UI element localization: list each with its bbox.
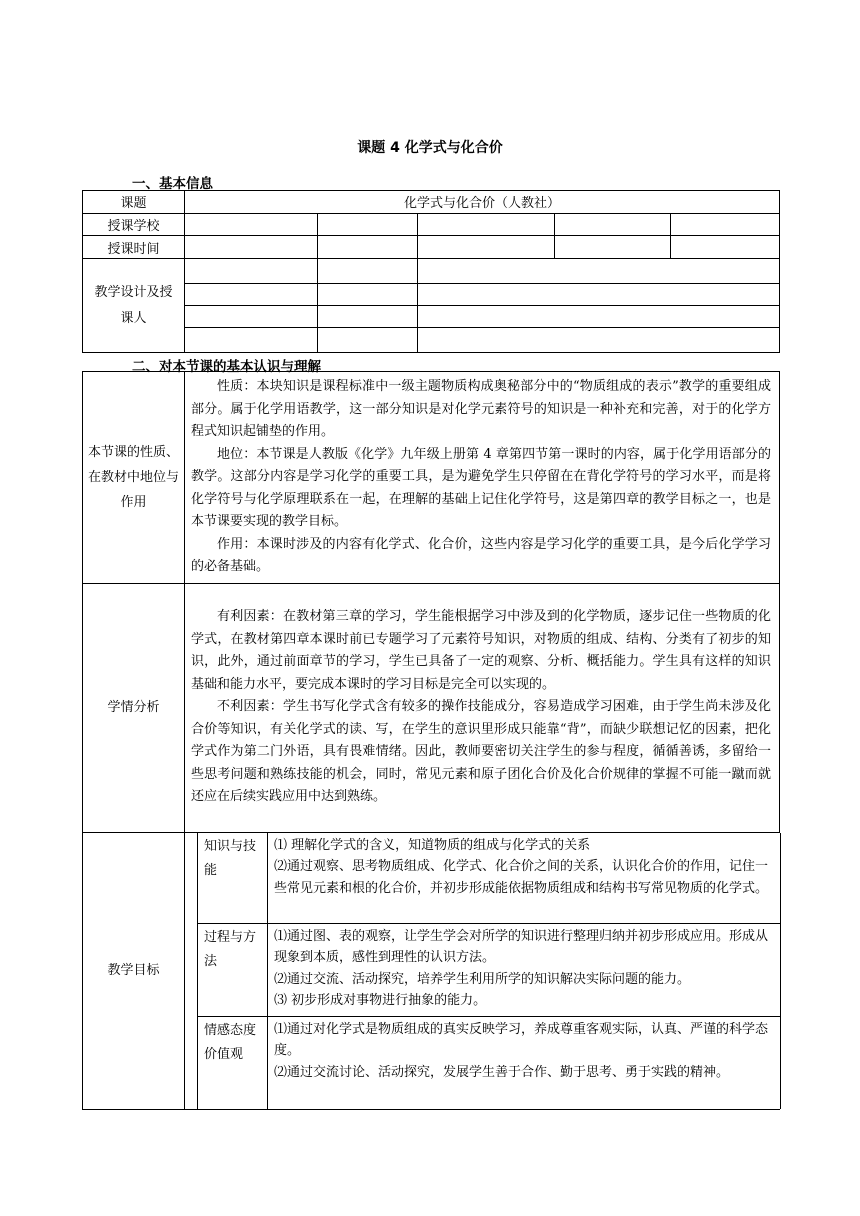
time-label: 授课时间 <box>83 236 185 259</box>
time-cell[interactable] <box>418 236 555 259</box>
topic-value: 化学式与化合价（人教社） <box>185 191 780 214</box>
nature-content <box>185 372 780 584</box>
time-cell[interactable] <box>318 236 418 259</box>
unfavorable-paragraph: 不利因素：学生书写化学式含有较多的操作技能成分，容易造成学习困难，由于学生尚未涉及化合价等知识，有关化学式的读、写，在学生的意识里形成只能靠“背”，而缺少联想记忆的因素，把化学式作为第二门外语，具有畏难情绪。因此，教师要密切关注学生的参与程度，循循善诱，多留给一些思考问题和熟练技能的机会，同时，常见元素和原子团化合价及化合价规律的掌握不可能一蹴而就还应在后续实践应用中达到熟练。 <box>191 699 771 805</box>
goal-text-knowledge <box>268 833 781 924</box>
school-cell[interactable] <box>555 213 671 236</box>
section-heading-understanding: 二、对本节课的基本认识与理解 <box>132 359 321 375</box>
goal-label-process: 过程与方法 <box>198 923 268 1016</box>
goal-item: ⑴ 理解化学式的含义，知道物质的组成与化学式的关系 <box>274 837 591 853</box>
time-cell[interactable] <box>185 236 318 259</box>
goal-item: ⑴通过对化学式是物质组成的真实反映学习，养成尊重客观实际，认真、严谨的科学态度。 <box>274 1021 769 1058</box>
analysis-label: 学情分析 <box>83 583 185 832</box>
goal-text-process <box>268 923 781 1016</box>
school-cell[interactable] <box>318 213 418 236</box>
basic-info-table <box>82 190 780 353</box>
designer-cell[interactable] <box>418 259 780 353</box>
topic-label: 课题 <box>83 191 185 214</box>
goal-item: ⑵通过交流讨论、活动探究，发展学生善于合作、勤于思考、勇于实践的精神。 <box>274 1064 730 1080</box>
position-paragraph: 地位：本节课是人教版《化学》九年级上册第 4 章第四节第一课时的内容，属于化学用语部分的教学。这部分内容是学习化学的重要工具，是为避免学生只停留在在背化学符号的学习水平，而是将化学符号与化学原理联系在一起，在理解的基础上记住化学符号，这是第四章的教学目标之一，也是本节课要实现的教学目标。 <box>191 446 771 529</box>
goal-item: ⑴通过图、表的观察，让学生学会对所学的知识进行整理归纳并初步形成应用。形成从现象到本质，感性到理性的认识方法。 <box>274 928 769 965</box>
designer-label: 教学设计及授课人 <box>83 259 185 353</box>
role-paragraph: 作用：本课时涉及的内容有化学式、化合价，这些内容是学习化学的重要工具，是今后化学学习的必备基础。 <box>191 536 771 574</box>
goal-text-emotion <box>268 1016 781 1109</box>
understanding-table <box>82 371 780 1110</box>
goal-item: ⑶ 初步形成对事物进行抽象的能力。 <box>274 993 487 1008</box>
nature-label: 本节课的性质、在教材中地位与作用 <box>83 372 185 584</box>
goals-table <box>197 833 781 1109</box>
time-cell[interactable] <box>671 236 780 259</box>
designer-cell[interactable] <box>318 259 418 353</box>
favorable-paragraph: 有利因素：在教材第三章的学习，学生能根据学习中涉及到的化学物质，逐步记住一些物质的化学式，在教材第四章本课时前已专题学习了元素符号知识，对物质的组成、结构、分类有了初步的知识，此外，通过前面章节的学习，学生已具备了一定的观察、分析、概括能力。学生具有这样的知识基础和能力水平，要完成本课时的学习目标是完全可以实现的。 <box>191 609 771 692</box>
goals-label: 教学目标 <box>83 832 185 1109</box>
school-cell[interactable] <box>671 213 780 236</box>
section-heading-basic-info: 一、基本信息 <box>132 176 213 192</box>
designer-cell[interactable] <box>185 259 318 353</box>
page-title: 课题 4 化学式与化合价 <box>357 140 503 156</box>
goal-label-knowledge: 知识与技能 <box>198 833 268 924</box>
goals-content <box>185 832 780 1109</box>
nature-paragraph: 性质：本块知识是课程标准中一级主题物质构成奥秘部分中的“物质组成的表示”教学的重要组成部分。属于化学用语教学，这一部分知识是对化学元素符号的知识是一种补充和完善，对于的化学方程式知识起铺垫的作用。 <box>191 379 771 439</box>
goal-item: ⑵通过观察、思考物质组成、化学式、化合价之间的关系，认识化合价的作用，记住一些常见元素和根的化合价，并初步形成能依据物质组成和结构书写常见物质的化学式。 <box>274 859 769 896</box>
school-cell[interactable] <box>185 213 318 236</box>
school-cell[interactable] <box>418 213 555 236</box>
school-label: 授课学校 <box>83 213 185 236</box>
goal-label-emotion: 情感态度价值观 <box>198 1016 268 1109</box>
time-cell[interactable] <box>555 236 671 259</box>
analysis-content <box>185 583 780 832</box>
goal-item: ⑵通过交流、活动探究，培养学生利用所学的知识解决实际问题的能力。 <box>274 971 691 987</box>
